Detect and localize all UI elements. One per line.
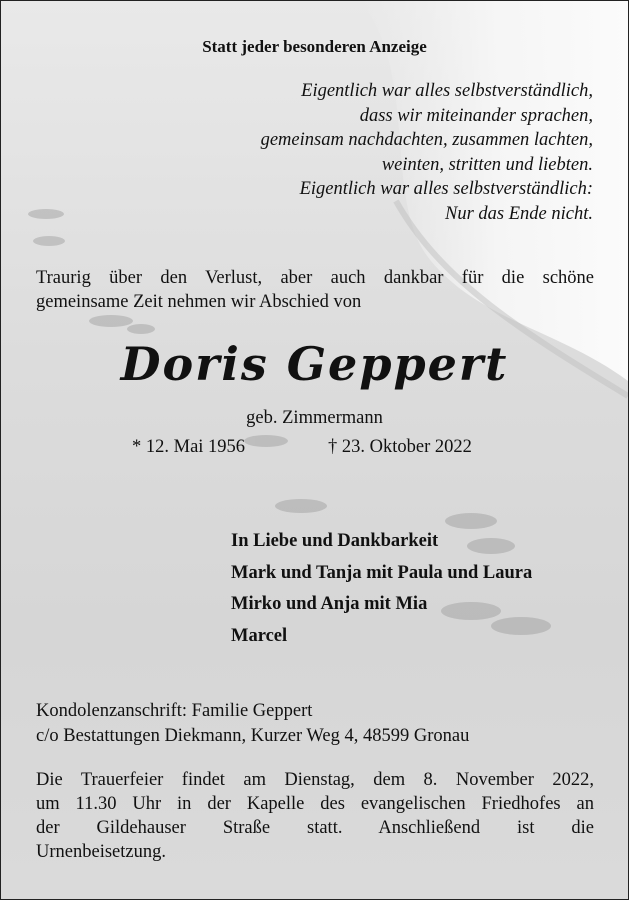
family-line: In Liebe und Dankbarkeit: [231, 531, 439, 551]
birth-name: geb. Zimmermann: [246, 408, 383, 428]
condolence-address: [36, 699, 469, 748]
funeral-line: der Gildehauser Straße statt. Anschließend ist die: [36, 818, 594, 838]
headline: Statt jeder besonderen Anzeige: [202, 37, 427, 56]
deceased-name: Doris Geppert: [120, 337, 509, 391]
condolence-line: Kondolenzanschrift: Familie Geppert: [36, 701, 313, 721]
footprint: [275, 499, 327, 513]
family-line: Mark und Tanja mit Paula und Laura: [231, 562, 533, 583]
family-line: Marcel: [231, 625, 288, 646]
poem-line: gemeinsam nachdachten, zusammen lachten,: [260, 130, 593, 150]
family-signature: [231, 526, 532, 652]
footprint: [33, 236, 65, 246]
poem: [261, 79, 593, 226]
poem-line: dass wir miteinander sprachen,: [359, 105, 593, 126]
footprint: [244, 435, 288, 447]
condolence-line: c/o Bestattungen Diekmann, Kurzer Weg 4, 48599 Gronau: [36, 725, 470, 746]
intro-line: gemeinsame Zeit nehmen wir Abschied von: [36, 292, 362, 312]
poem-line: Nur das Ende nicht.: [445, 203, 593, 224]
funeral-line: Die Trauerfeier findet am Dienstag, dem 8. November 2022,: [36, 770, 594, 790]
birth-date: * 12. Mai 1956: [132, 437, 246, 457]
family-line: Mirko und Anja mit Mia: [231, 594, 428, 614]
footprint: [89, 315, 133, 327]
death-date: † 23. Oktober 2022: [328, 437, 472, 457]
poem-line: Eigentlich war alles selbstverständlich:: [299, 179, 593, 199]
footprint: [127, 324, 155, 334]
intro-text: [36, 266, 594, 314]
funeral-line: Urnenbeisetzung.: [36, 842, 166, 862]
footprint: [28, 209, 64, 219]
poem-line: weinten, stritten und liebten.: [381, 154, 593, 175]
funeral-line: um 11.30 Uhr in der Kapelle des evangelischen Friedhofes an: [36, 794, 594, 814]
intro-line: Traurig über den Verlust, aber auch dankbar für die schöne: [36, 268, 594, 288]
poem-line: Eigentlich war alles selbstverständlich,: [301, 81, 593, 101]
funeral-notice: [36, 768, 594, 864]
